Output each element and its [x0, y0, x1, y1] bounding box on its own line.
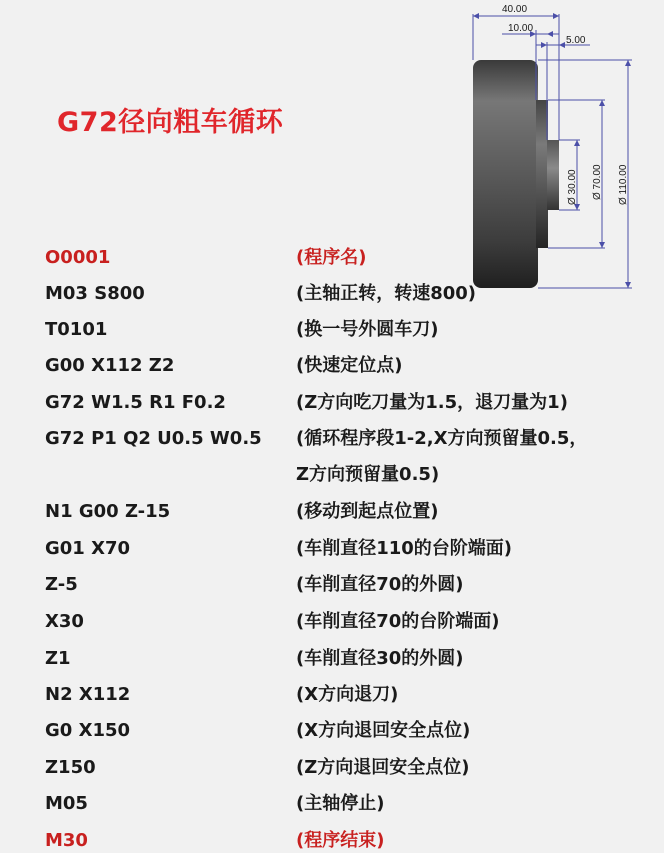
program-code-11: Z1 [45, 648, 71, 669]
program-code-1: M03 S800 [45, 283, 145, 304]
program-comment-12: (X方向退刀) [296, 684, 399, 705]
program-code-0: O0001 [45, 247, 111, 268]
program-code-14: Z150 [45, 757, 96, 778]
program-comment-13: (X方向退回安全点位) [296, 720, 471, 741]
dia-70-label: Ø 70.00 [592, 164, 603, 200]
program-code-7: N1 G00 Z-15 [45, 501, 171, 522]
program-comment-6: Z方向预留量0.5) [296, 464, 440, 485]
program-comment-14: (Z方向退回安全点位) [296, 757, 470, 778]
dia-110-label: Ø 110.00 [618, 164, 629, 205]
program-comment-5: (循环程序段1-2,X方向预留量0.5， [296, 428, 588, 449]
program-code-13: G0 X150 [45, 720, 131, 741]
part-drawing [440, 0, 664, 300]
program-comment-3: (快速定位点) [296, 355, 403, 376]
program-code-4: G72 W1.5 R1 F0.2 [45, 392, 226, 413]
program-comment-1: (主轴正转，转速800) [296, 283, 477, 304]
program-code-8: G01 X70 [45, 538, 131, 559]
program-comment-4: (Z方向吃刀量为1.5，退刀量为1) [296, 392, 568, 413]
program-comment-0: (程序名) [296, 247, 367, 268]
cylinder-30 [547, 140, 559, 210]
page-title: G72径向粗车循环 [57, 107, 284, 138]
program-comment-15: (主轴停止) [296, 793, 385, 814]
dia-30-label: Ø 30.00 [567, 169, 578, 205]
dim-5-label: 5.00 [566, 35, 586, 46]
program-comment-9: (车削直径70的外圆) [296, 574, 464, 595]
program-code-2: T0101 [45, 319, 108, 340]
program-code-16: M30 [45, 830, 88, 851]
dim-40-label: 40.00 [502, 4, 528, 15]
program-comment-7: (移动到起点位置) [296, 501, 439, 522]
program-code-15: M05 [45, 793, 88, 814]
program-code-9: Z-5 [45, 574, 78, 595]
program-code-3: G00 X112 Z2 [45, 355, 175, 376]
program-code-10: X30 [45, 611, 84, 632]
program-code-5: G72 P1 Q2 U0.5 W0.5 [45, 428, 262, 449]
program-comment-11: (车削直径30的外圆) [296, 648, 464, 669]
part-drawing-svg [440, 0, 664, 300]
cylinder-110 [473, 60, 538, 288]
program-code-12: N2 X112 [45, 684, 131, 705]
program-comment-8: (车削直径110的台阶端面) [296, 538, 513, 559]
program-comment-10: (车削直径70的台阶端面) [296, 611, 500, 632]
program-comment-16: (程序结束) [296, 830, 385, 851]
dim-10-label: 10.00 [508, 23, 534, 34]
cylinder-70 [536, 100, 548, 248]
program-comment-2: (换一号外圆车刀) [296, 319, 439, 340]
